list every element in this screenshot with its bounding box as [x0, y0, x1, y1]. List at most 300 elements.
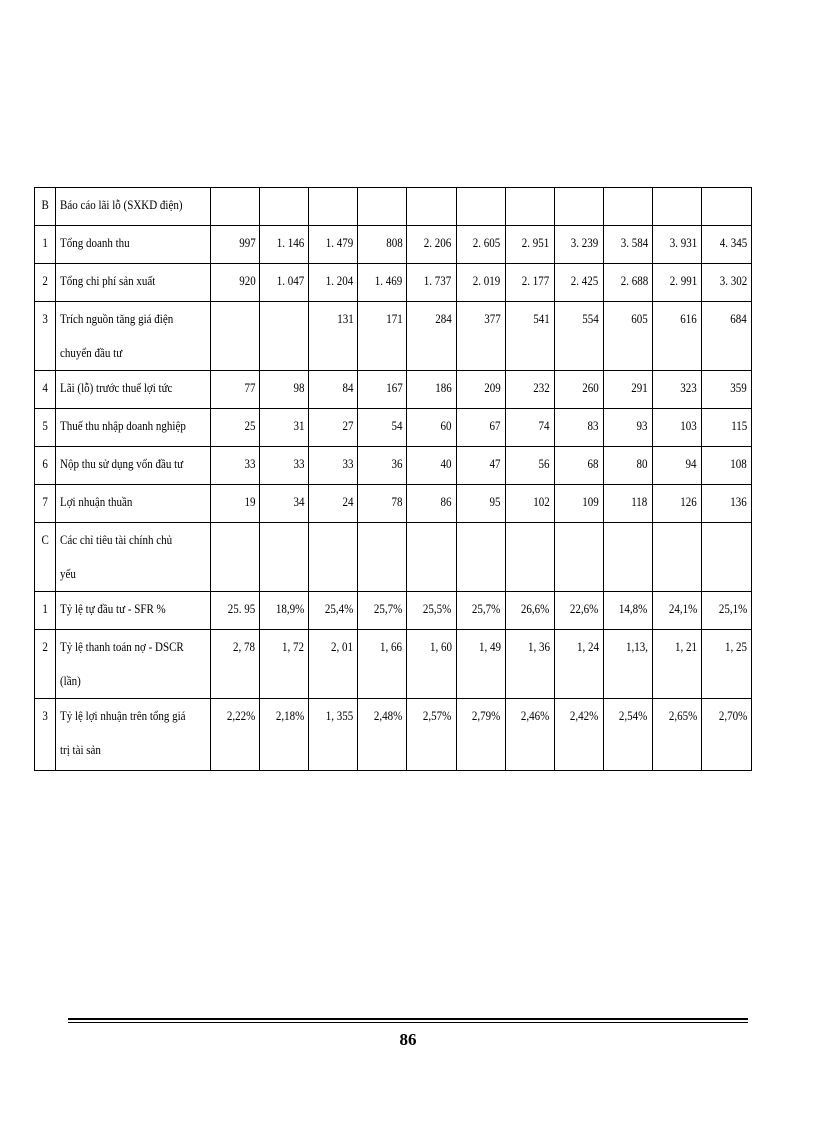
value-cell-text: 136: [730, 495, 747, 509]
value-cell: [603, 302, 652, 371]
empty-cell: [309, 188, 358, 226]
value-cell: [505, 302, 554, 371]
empty-cell: [260, 188, 309, 226]
value-cell-text: 1. 146: [276, 236, 305, 250]
value-cell-text: 98: [293, 381, 305, 395]
value-cell: [554, 371, 603, 409]
footer-rule: [68, 1018, 748, 1020]
section-code: [35, 188, 56, 226]
value-cell: [456, 302, 505, 371]
value-cell: [211, 409, 260, 447]
value-cell-text: 4. 345: [719, 236, 747, 250]
value-cell-text: 86: [440, 495, 452, 509]
value-cell-text: 25. 95: [227, 602, 256, 616]
value-cell-text: 2, 01: [331, 640, 354, 654]
section-code: [35, 523, 56, 592]
empty-cell: [211, 188, 260, 226]
row-number: [35, 409, 56, 447]
value-cell: [407, 371, 456, 409]
value-cell: [505, 630, 554, 699]
value-cell-text: 2,57%: [423, 709, 452, 723]
empty-cell: [456, 188, 505, 226]
value-cell-text: 3. 584: [620, 236, 648, 250]
value-cell: [652, 409, 701, 447]
value-cell-text: 115: [730, 419, 747, 433]
value-cell-text: 78: [391, 495, 403, 509]
value-cell: [505, 226, 554, 264]
value-cell-text: 291: [631, 381, 648, 395]
value-cell-text: 616: [680, 312, 697, 326]
value-cell: [701, 371, 751, 409]
empty-cell: [701, 523, 751, 592]
value-cell: [358, 302, 407, 371]
value-cell: [603, 371, 652, 409]
value-cell: [358, 447, 407, 485]
row-label-text: Nộp thu sử dụng vốn đầu tư: [60, 457, 184, 471]
value-cell: [211, 592, 260, 630]
value-cell: [309, 264, 358, 302]
row-number: [35, 226, 56, 264]
row-number: [35, 699, 56, 771]
value-cell-text: 2. 425: [571, 274, 599, 288]
value-cell: [554, 699, 603, 771]
value-cell-text: 1, 355: [325, 709, 354, 723]
row-label-text: Tỷ lệ tự đầu tư - SFR %: [60, 602, 166, 616]
row-label-text: Tỷ lệ lợi nhuận trên tổng giá trị tài sản: [60, 709, 186, 757]
value-cell: [260, 371, 309, 409]
row-number: [35, 592, 56, 630]
value-cell: [505, 485, 554, 523]
row-number-text: 3: [42, 312, 48, 326]
value-cell: [407, 302, 456, 371]
value-cell: [358, 592, 407, 630]
value-cell: [554, 409, 603, 447]
value-cell: [505, 409, 554, 447]
value-cell: [211, 371, 260, 409]
value-cell: [701, 409, 751, 447]
value-cell: [211, 485, 260, 523]
value-cell: [701, 630, 751, 699]
value-cell-text: 83: [587, 419, 599, 433]
value-cell: [652, 485, 701, 523]
value-cell-text: 2. 605: [473, 236, 501, 250]
value-cell-text: 284: [435, 312, 452, 326]
empty-cell: [407, 188, 456, 226]
value-cell-text: 18,9%: [275, 602, 305, 616]
row-number: [35, 447, 56, 485]
value-cell: [554, 485, 603, 523]
row-label: [56, 264, 211, 302]
value-cell-text: 808: [385, 236, 403, 250]
empty-cell: [652, 523, 701, 592]
value-cell: [603, 409, 652, 447]
row-label: [56, 226, 211, 264]
value-cell-text: 232: [533, 381, 550, 395]
value-cell: [407, 226, 456, 264]
value-cell-text: 25,7%: [472, 602, 501, 616]
value-cell: [211, 264, 260, 302]
value-cell-text: 1,13,: [625, 640, 648, 654]
value-cell: [603, 226, 652, 264]
value-cell-text: 2,46%: [521, 709, 550, 723]
value-cell: [652, 226, 701, 264]
row-number-text: 7: [42, 495, 48, 509]
value-cell-text: 68: [587, 457, 599, 471]
table-row: [35, 699, 752, 771]
value-cell: [260, 302, 309, 371]
value-cell-text: 2. 177: [522, 274, 550, 288]
value-cell-text: 22,6%: [570, 602, 599, 616]
row-label: [56, 592, 211, 630]
table-row: [35, 447, 752, 485]
value-cell-text: 167: [385, 381, 403, 395]
value-cell-text: 25,7%: [374, 602, 403, 616]
value-cell: [554, 264, 603, 302]
value-cell: [701, 226, 751, 264]
value-cell: [309, 485, 358, 523]
value-cell: [358, 630, 407, 699]
row-number-text: 2: [42, 274, 48, 288]
empty-cell: [358, 523, 407, 592]
value-cell: [309, 592, 358, 630]
value-cell-text: 47: [489, 457, 501, 471]
value-cell-text: 94: [685, 457, 697, 471]
empty-cell: [554, 188, 603, 226]
value-cell-text: 34: [293, 495, 305, 509]
value-cell-text: 2. 951: [522, 236, 550, 250]
section-header-row: [35, 523, 752, 592]
value-cell-text: 2,79%: [472, 709, 501, 723]
value-cell-text: 209: [484, 381, 501, 395]
value-cell: [554, 592, 603, 630]
row-label: [56, 302, 211, 371]
row-number: [35, 302, 56, 371]
table-row: [35, 592, 752, 630]
value-cell-text: 36: [391, 457, 403, 471]
value-cell: [652, 371, 701, 409]
value-cell-text: 118: [631, 495, 648, 509]
value-cell-text: 126: [680, 495, 697, 509]
value-cell: [260, 699, 309, 771]
value-cell-text: 33: [244, 457, 256, 471]
table-row: [35, 264, 752, 302]
value-cell-text: 2,54%: [619, 709, 648, 723]
value-cell: [456, 699, 505, 771]
empty-cell: [701, 188, 751, 226]
value-cell: [505, 592, 554, 630]
value-cell: [211, 447, 260, 485]
value-cell-text: 2,18%: [275, 709, 305, 723]
value-cell: [701, 447, 751, 485]
value-cell: [456, 264, 505, 302]
empty-cell: [603, 188, 652, 226]
section-header-row: [35, 188, 752, 226]
value-cell-text: 3. 931: [669, 236, 697, 250]
value-cell-text: 108: [730, 457, 747, 471]
value-cell: [603, 485, 652, 523]
value-cell-text: 1. 047: [276, 274, 305, 288]
row-label-text: Lãi (lỗ) trước thuế lợi tức: [60, 381, 173, 395]
value-cell-text: 171: [385, 312, 403, 326]
section-title-text: Các chỉ tiêu tài chính chủ yếu: [60, 533, 173, 581]
page-number: 86: [399, 1030, 417, 1049]
value-cell-text: 95: [489, 495, 501, 509]
value-cell: [456, 485, 505, 523]
value-cell: [456, 226, 505, 264]
value-cell-text: 997: [238, 236, 256, 250]
value-cell-text: 1, 72: [282, 640, 305, 654]
value-cell-text: 554: [582, 312, 599, 326]
empty-cell: [407, 523, 456, 592]
value-cell-text: 56: [538, 457, 550, 471]
value-cell-text: 103: [680, 419, 697, 433]
row-number-text: 3: [42, 709, 48, 723]
value-cell-text: 3. 302: [719, 274, 747, 288]
empty-cell: [505, 188, 554, 226]
value-cell: [554, 302, 603, 371]
empty-cell: [554, 523, 603, 592]
value-cell: [456, 371, 505, 409]
value-cell-text: 605: [631, 312, 648, 326]
value-cell-text: 1, 66: [380, 640, 403, 654]
value-cell-text: 1. 737: [424, 274, 452, 288]
row-number-text: 2: [42, 640, 48, 654]
value-cell: [260, 409, 309, 447]
value-cell-text: 541: [533, 312, 550, 326]
section-title-text: Báo cáo lãi lỗ (SXKD điện): [60, 198, 183, 212]
value-cell-text: 186: [435, 381, 452, 395]
row-label: [56, 630, 211, 699]
section-title: [56, 188, 211, 226]
row-label-text: Thuế thu nhập doanh nghiệp: [60, 419, 186, 433]
row-number-text: 5: [42, 419, 48, 433]
value-cell: [358, 699, 407, 771]
empty-cell: [260, 523, 309, 592]
value-cell-text: 27: [342, 419, 354, 433]
value-cell-text: 3. 239: [571, 236, 599, 250]
value-cell: [505, 699, 554, 771]
value-cell-text: 2. 991: [669, 274, 697, 288]
value-cell-text: 67: [489, 419, 501, 433]
value-cell: [309, 302, 358, 371]
empty-cell: [505, 523, 554, 592]
value-cell-text: 80: [636, 457, 648, 471]
empty-cell: [309, 523, 358, 592]
value-cell-text: 60: [440, 419, 452, 433]
table-row: [35, 409, 752, 447]
value-cell: [652, 302, 701, 371]
value-cell: [211, 630, 260, 699]
row-label: [56, 447, 211, 485]
value-cell: [358, 485, 407, 523]
value-cell-text: 2,65%: [668, 709, 697, 723]
value-cell-text: 684: [730, 312, 747, 326]
value-cell-text: 54: [391, 419, 403, 433]
value-cell: [358, 226, 407, 264]
value-cell-text: 74: [538, 419, 550, 433]
empty-cell: [358, 188, 407, 226]
value-cell: [505, 447, 554, 485]
section-code-text: B: [41, 198, 49, 212]
row-number-text: 1: [42, 236, 48, 250]
value-cell-text: 24,1%: [668, 602, 697, 616]
row-label-text: Trích nguồn tăng giá điện chuyển đầu tư: [60, 312, 174, 360]
value-cell-text: 1, 25: [725, 640, 747, 654]
value-cell: [358, 264, 407, 302]
empty-cell: [211, 523, 260, 592]
value-cell-text: 2,42%: [570, 709, 599, 723]
value-cell-text: 1, 60: [429, 640, 452, 654]
value-cell-text: 26,6%: [521, 602, 550, 616]
value-cell: [407, 630, 456, 699]
value-cell-text: 2. 206: [424, 236, 452, 250]
value-cell: [260, 592, 309, 630]
value-cell-text: 2,70%: [718, 709, 747, 723]
value-cell: [652, 264, 701, 302]
value-cell: [407, 699, 456, 771]
value-cell-text: 2,48%: [374, 709, 403, 723]
value-cell: [554, 226, 603, 264]
row-number-text: 4: [42, 381, 48, 395]
value-cell: [260, 226, 309, 264]
value-cell-text: 1, 49: [478, 640, 501, 654]
value-cell: [407, 592, 456, 630]
row-number: [35, 264, 56, 302]
value-cell: [309, 630, 358, 699]
table-row: [35, 302, 752, 371]
value-cell-text: 260: [582, 381, 599, 395]
row-label: [56, 699, 211, 771]
value-cell: [358, 371, 407, 409]
row-label-text: Tỷ lệ thanh toán nợ - DSCR (lần): [60, 640, 184, 688]
value-cell: [309, 447, 358, 485]
value-cell: [701, 699, 751, 771]
value-cell-text: 109: [582, 495, 599, 509]
value-cell: [407, 264, 456, 302]
value-cell-text: 25,4%: [324, 602, 354, 616]
value-cell: [309, 371, 358, 409]
value-cell: [309, 226, 358, 264]
financial-table: [34, 187, 752, 771]
value-cell-text: 1. 479: [325, 236, 354, 250]
value-cell-text: 1, 24: [576, 640, 599, 654]
value-cell: [554, 447, 603, 485]
empty-cell: [456, 523, 505, 592]
table-row: [35, 371, 752, 409]
value-cell-text: 2. 688: [620, 274, 648, 288]
value-cell-text: 2, 78: [233, 640, 256, 654]
value-cell: [456, 409, 505, 447]
value-cell: [456, 447, 505, 485]
value-cell: [505, 264, 554, 302]
value-cell: [652, 592, 701, 630]
row-label: [56, 409, 211, 447]
value-cell: [260, 485, 309, 523]
value-cell-text: 2,22%: [226, 709, 256, 723]
value-cell: [603, 447, 652, 485]
value-cell-text: 31: [293, 419, 305, 433]
value-cell-text: 377: [484, 312, 501, 326]
value-cell: [603, 592, 652, 630]
row-label: [56, 485, 211, 523]
value-cell: [309, 409, 358, 447]
table-row: [35, 485, 752, 523]
value-cell-text: 102: [533, 495, 550, 509]
value-cell-text: 1. 204: [325, 274, 354, 288]
value-cell: [701, 592, 751, 630]
row-label-text: Tổng chi phí sản xuất: [60, 274, 156, 288]
value-cell: [603, 264, 652, 302]
value-cell-text: 920: [238, 274, 256, 288]
value-cell: [407, 409, 456, 447]
value-cell-text: 33: [342, 457, 354, 471]
row-number-text: 6: [42, 457, 48, 471]
value-cell: [652, 447, 701, 485]
value-cell: [260, 264, 309, 302]
value-cell: [701, 302, 751, 371]
value-cell: [456, 630, 505, 699]
value-cell-text: 359: [730, 381, 747, 395]
value-cell-text: 131: [336, 312, 354, 326]
table-row: [35, 226, 752, 264]
row-label: [56, 371, 211, 409]
row-number: [35, 485, 56, 523]
value-cell: [603, 630, 652, 699]
value-cell: [701, 264, 751, 302]
value-cell: [309, 699, 358, 771]
value-cell: [505, 371, 554, 409]
value-cell-text: 1, 21: [674, 640, 697, 654]
value-cell-text: 25: [244, 419, 256, 433]
value-cell: [260, 447, 309, 485]
value-cell: [456, 592, 505, 630]
value-cell: [211, 226, 260, 264]
value-cell-text: 2. 019: [473, 274, 501, 288]
value-cell-text: 77: [244, 381, 256, 395]
value-cell: [603, 699, 652, 771]
row-number: [35, 371, 56, 409]
row-label-text: Tổng doanh thu: [60, 236, 130, 250]
value-cell: [554, 630, 603, 699]
value-cell-text: 1, 36: [527, 640, 550, 654]
value-cell-text: 323: [680, 381, 697, 395]
value-cell: [652, 699, 701, 771]
value-cell: [652, 630, 701, 699]
value-cell-text: 40: [440, 457, 452, 471]
value-cell-text: 84: [342, 381, 354, 395]
value-cell-text: 14,8%: [619, 602, 648, 616]
section-code-text: C: [41, 533, 49, 547]
value-cell-text: 1. 469: [374, 274, 403, 288]
value-cell: [358, 409, 407, 447]
value-cell: [211, 302, 260, 371]
empty-cell: [652, 188, 701, 226]
section-title: [56, 523, 211, 592]
value-cell: [407, 485, 456, 523]
row-label-text: Lợi nhuận thuần: [60, 495, 133, 509]
empty-cell: [603, 523, 652, 592]
value-cell-text: 25,5%: [423, 602, 452, 616]
table-row: [35, 630, 752, 699]
value-cell-text: 24: [342, 495, 354, 509]
value-cell-text: 19: [244, 495, 256, 509]
value-cell-text: 33: [293, 457, 305, 471]
value-cell: [701, 485, 751, 523]
value-cell: [211, 699, 260, 771]
row-number-text: 1: [42, 602, 48, 616]
row-number: [35, 630, 56, 699]
value-cell-text: 25,1%: [718, 602, 747, 616]
